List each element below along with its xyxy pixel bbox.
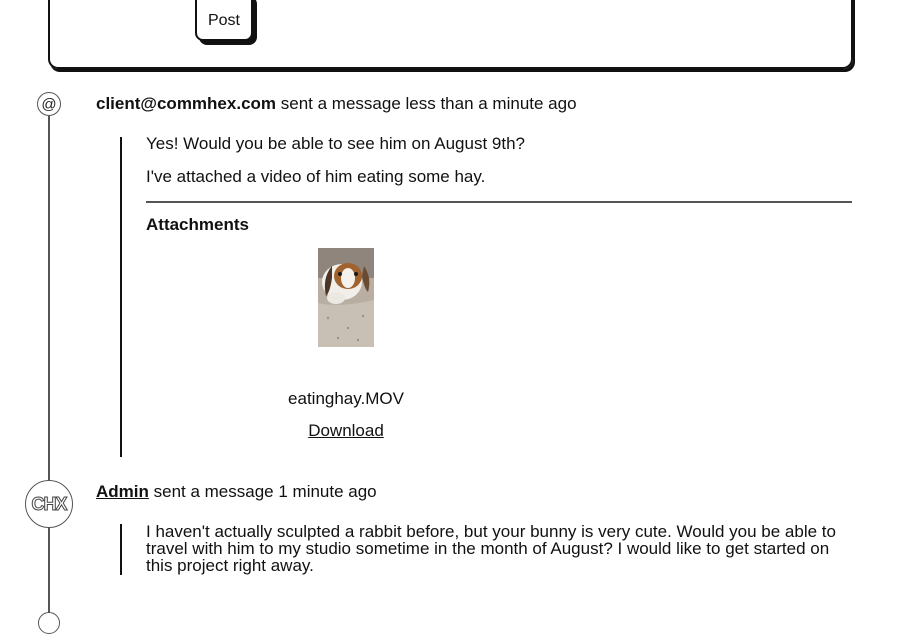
message-composer <box>48 0 853 69</box>
message-paragraph: Yes! Would you be able to see him on August 9th? <box>146 134 525 153</box>
admin-avatar-icon: CHX <box>25 480 73 528</box>
message-paragraph: I haven't actually sculpted a rabbit before, but your bunny is very cute. Would you be able to travel with him to my studio sometime in the month of August? I would like to get started on this project right away. <box>146 522 836 575</box>
timeline-line <box>48 116 50 618</box>
message-header <box>96 94 577 114</box>
rabbit-video-thumbnail[interactable] <box>318 248 374 347</box>
email-avatar-icon: @ <box>37 92 61 116</box>
message-quote-bar <box>120 524 122 575</box>
message-paragraph: I've attached a video of him eating some hay. <box>146 167 486 186</box>
sender-admin-link[interactable]: Admin <box>96 482 149 501</box>
message-quote-bar <box>120 137 122 457</box>
message-header <box>96 482 377 502</box>
next-avatar-icon <box>38 612 60 634</box>
attachment-filename: eatinghay.MOV <box>288 389 404 408</box>
sender-email: client@commhex.com <box>96 94 277 113</box>
message-meta: sent a message less than a minute ago <box>276 94 577 113</box>
message-meta: sent a message 1 minute ago <box>148 482 377 501</box>
post-button[interactable]: Post <box>195 0 253 41</box>
download-link[interactable]: Download <box>308 421 384 440</box>
attachments-divider <box>146 201 852 203</box>
attachments-heading: Attachments <box>146 215 249 234</box>
